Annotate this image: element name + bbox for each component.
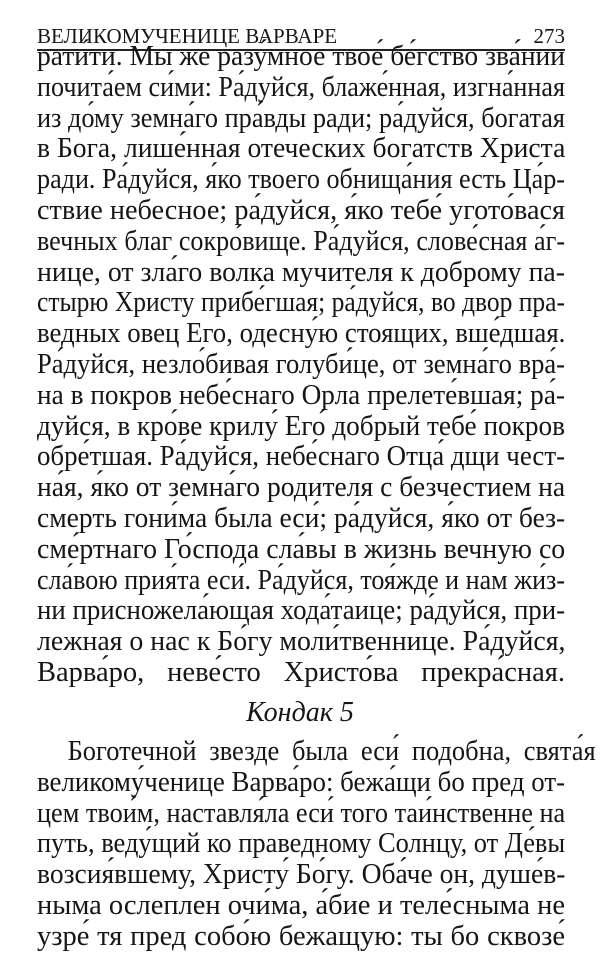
text-line: ныма ослеплен очи́ма, а́бие и теле́сныма не <box>37 889 565 921</box>
page-number: 273 <box>533 24 565 48</box>
text-line: цем твои́м, наставля́ла еси́ того таи́нственне на <box>37 797 566 829</box>
text-line: великому́ченице Варва́ро: бежа́щи бо пред от- <box>37 766 566 798</box>
text-line: ни присножела́ющая хода́таице; ра́дуйся, при- <box>37 595 565 627</box>
text-line: ведных овец Его, одесну́ю стоящих, вше́дшая. <box>37 318 566 350</box>
text-line: Варва́ро, неве́сто Христо́ва прекра́сная. <box>37 656 565 688</box>
text-line: вечных благ сокро́вище. Ра́дуйся, слове́сная а́г- <box>37 225 565 257</box>
text-line: из до́му земна́го пра́вды ради; ра́дуйся, богатая <box>37 102 565 134</box>
text-line: Боготечной звезде была еси́ подобна, свята́я <box>67 736 596 767</box>
text-line: путь, веду́щий ко праведному Солнцу, от Де́вы <box>37 828 566 860</box>
text-line: Ра́дуйся, незло́бивая голуби́це, от земна́го вра́- <box>37 348 565 380</box>
kondak-heading: Кондак 5 <box>246 697 354 728</box>
text-line: сла́вою прия́та еси́. Ра́дуйся, тоя́жде и нам жи́з- <box>37 564 565 596</box>
text-line: обре́тшая. Ра́дуйся, небе́снаго Отца́ дщи чест- <box>37 441 566 473</box>
running-title: ВЕЛИКОМУЧЕНИЦЕ ВАРВАРЕ <box>37 24 338 48</box>
text-line: узре́ тя пред собо́ю бежащую: ты бо сквозе́ <box>37 920 565 952</box>
text-line: рати́ти. Мы же разу́мное твое́ бе́гство зва́нии <box>37 41 565 72</box>
text-line: почита́ем си́ми: Ра́дуйся, блаже́нная, изгна́нная <box>37 71 565 103</box>
text-line: дуйся, в кро́ве крилу́ Его́ добрый тебе́ покров <box>37 410 566 442</box>
kondak-text <box>37 736 596 953</box>
text-line: сме́ртнаго Го́спода сла́вы в жизнь вечную со <box>37 533 566 565</box>
text-line: в Бога, лише́нная отеческих богатств Христа <box>37 133 566 165</box>
text-line: ради. Ра́дуйся, я́ко твоего обнища́ния есть Ца́р- <box>37 164 565 196</box>
text-line: ствие небесное; ра́дуйся, я́ко тебе́ угото́вася <box>37 194 565 226</box>
text-line: лежная о нас к Бо́гу моли́твеннице. Ра́дуйся, <box>37 626 566 658</box>
text-line: нице, от зла́го волка мучителя к доброму па- <box>37 256 565 288</box>
text-line: на́я, я́ко от земна́го родителя с безчестием на <box>37 472 566 504</box>
text-line: на в покров небе́снаго Орла прелете́вшая; ра́- <box>37 379 565 411</box>
text-line: возсия́вшему, Христу́ Бо́гу. Оба́че он, душе́в- <box>37 859 566 891</box>
ikos-text <box>37 42 565 689</box>
text-line: стырю Христу прибе́гшая; ра́дуйся, во двор пра- <box>37 287 565 319</box>
text-line: смерть гони́ма была еси́; ра́дуйся, я́ко от без- <box>37 502 566 534</box>
